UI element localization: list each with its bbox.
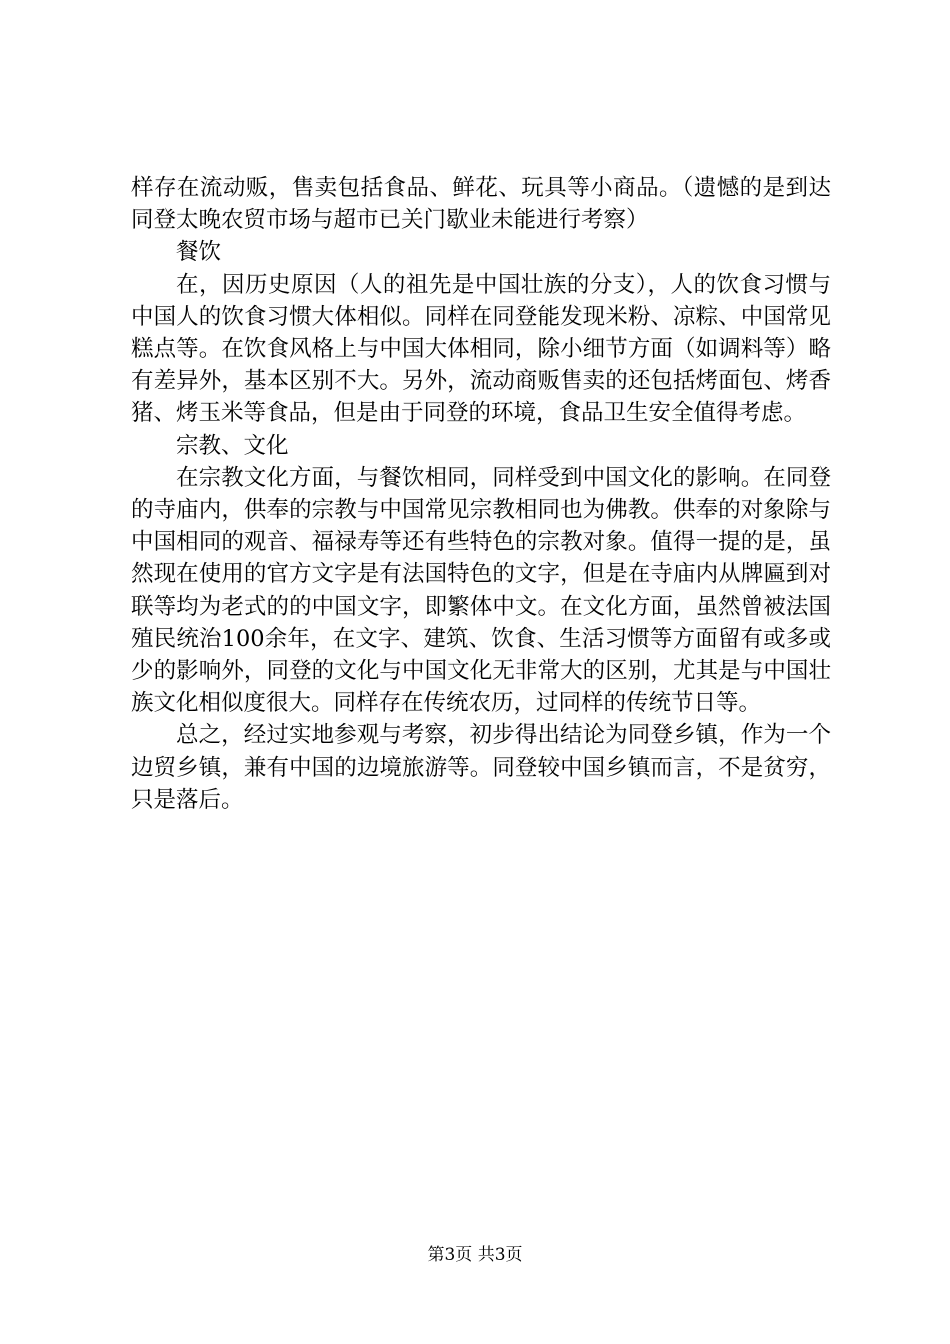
heading-dining: 餐饮 bbox=[176, 239, 222, 266]
page-footer: 第3页 共3页 bbox=[427, 1245, 523, 1265]
heading-religion-culture: 宗教、文化 bbox=[176, 432, 289, 459]
paragraph-conclusion: 总之，经过实地参观与考察，初步得出结论为同登乡镇，作为一个边贸乡镇，兼有中国的边境旅游等。同登较中国乡镇而言，不是贫穷，只是落后。 bbox=[131, 722, 831, 813]
document-body bbox=[131, 172, 831, 816]
paragraph-dining: 在，因历史原因（人的祖先是中国壮族的分支），人的饮食习惯与中国人的饮食习惯大体相似。同样在同登能发现米粉、凉粽、中国常见糕点等。在饮食风格上与中国大体相同，除小细节方面（如调料等）略有差异外，基本区别不大。另外，流动商贩售卖的还包括烤面包、烤香猪、烤玉米等食品，但是由于同登的环境，食品卫生安全值得考虑。 bbox=[131, 271, 831, 427]
paragraph-street-vendors: 样存在流动贩，售卖包括食品、鲜花、玩具等小商品。（遗憾的是到达同登太晚农贸市场与超市已关门歇业未能进行考察） bbox=[131, 175, 831, 234]
paragraph-religion-culture: 在宗教文化方面，与餐饮相同，同样受到中国文化的影响。在同登的寺庙内，供奉的宗教与中国常见宗教相同也为佛教。供奉的对象除与中国相同的观音、福禄寿等还有些特色的宗教对象。值得一提的是，虽然现在使用的官方文字是有法国特色的文字，但是在寺庙内从牌匾到对联等均为老式的的中国文字，即繁体中文。在文化方面，虽然曾被法国殖民统治100余年，在文字、建筑、饮食、生活习惯等方面留有或多或少的影响外，同登的文化与中国文化无非常大的区别，尤其是与中国壮族文化相似度很大。同样存在传统农历，过同样的传统节日等。 bbox=[131, 464, 831, 717]
